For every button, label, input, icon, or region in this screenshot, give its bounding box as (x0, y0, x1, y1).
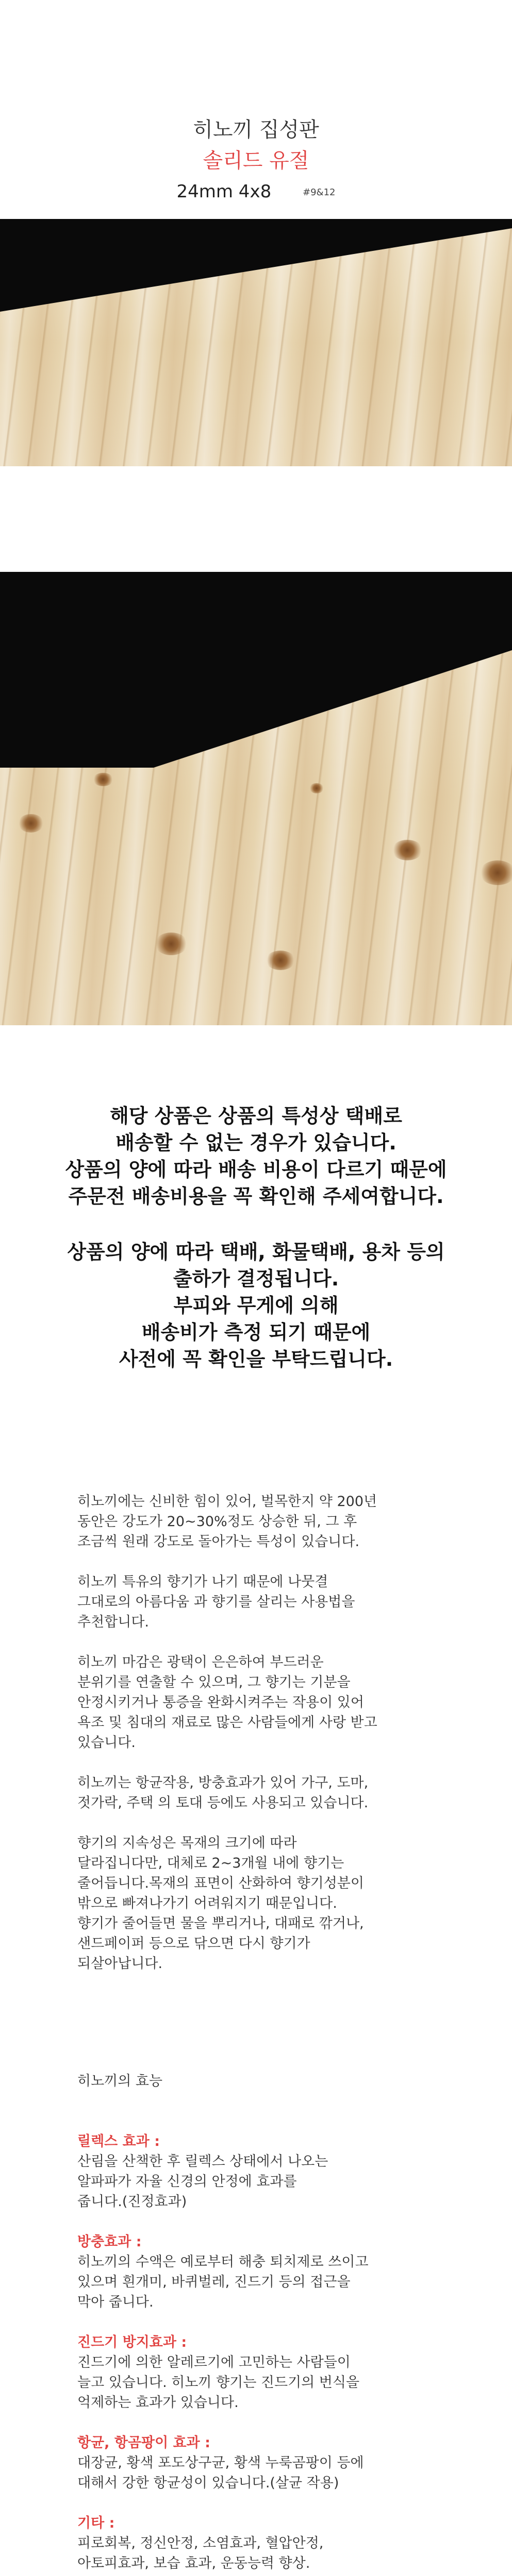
notice-line: 배송할 수 없는 경우가 있습니다. (115, 1131, 397, 1154)
product-subtitle: 솔리드 유절 (203, 149, 309, 173)
wood-panel-photo-1 (0, 219, 512, 466)
photo-background (0, 572, 512, 768)
effect-item (77, 2433, 459, 2493)
product-header (0, 114, 512, 207)
notice-line: 부피와 무게에 의해 (173, 1294, 339, 1317)
product-title: 히노끼 집성판 (193, 118, 319, 142)
effect-item (77, 2513, 459, 2573)
shipping-notice (0, 1103, 512, 1372)
effect-title: 기타 : (77, 2515, 115, 2531)
effect-title: 항균, 항곰팡이 효과 : (77, 2435, 210, 2451)
notice-line: 주문전 배송비용을 꼭 확인해 주세여합니다. (68, 1185, 444, 1208)
effect-item (77, 2131, 459, 2212)
effect-desc: 히노끼의 수액은 예로부터 해충 퇴치제로 쓰이고 있으며 흰개미, 바퀴벌레, 진드기 등의 접근을 막아 줍니다. (77, 2254, 369, 2310)
effect-desc: 산림을 산책한 후 릴렉스 상태에서 나오는 알파파가 자율 신경의 안정에 효과를 줍니다.(진정효과) (77, 2154, 328, 2210)
effect-title: 릴렉스 효과 : (77, 2133, 160, 2149)
wood-knot (155, 933, 188, 955)
notice-line: 상품의 양에 따라 배송 비용이 다르기 때문에 (65, 1158, 447, 1181)
effect-title: 방충효과 : (77, 2234, 142, 2250)
effect-desc: 대장균, 황색 포도상구균, 황색 누룩곰팡이 등에 대해서 강한 항균성이 있습니다.(살균 작용) (77, 2455, 364, 2491)
intro-paragraph: 히노끼 특유의 향기가 나기 때문에 나뭇결 그대로의 아름다움 과 향기를 살리는 사용법을 추천합니다. (77, 1574, 355, 1630)
product-size-note: #9&12 (303, 187, 336, 198)
wood-knot (18, 814, 44, 833)
wood-panel-photo-2 (0, 572, 512, 1025)
notice-line: 사전에 꼭 확인을 부탁드립니다. (119, 1348, 393, 1370)
effect-item (77, 2332, 459, 2413)
wood-knot (93, 773, 113, 786)
photo-background (0, 219, 512, 312)
effect-title: 진드기 방지효과 : (77, 2334, 187, 2350)
wood-knot (309, 783, 324, 793)
notice-line: 출하가 결정됩니다. (173, 1267, 339, 1290)
intro-paragraph: 히노끼는 항균작용, 방충효과가 있어 가구, 도마, 젓가락, 주택 의 토대 등에도 사용되고 있습니다. (77, 1775, 369, 1811)
hinoki-intro (77, 1492, 449, 1994)
notice-line: 배송비가 측정 되기 때문에 (141, 1321, 371, 1344)
wood-knot (266, 951, 295, 970)
notice-line: 상품의 양에 따라 택배, 화물택배, 용차 등의 (67, 1241, 445, 1263)
notice-line: 해당 상품은 상품의 특성상 택배로 (110, 1105, 402, 1127)
effect-desc: 진드기에 의한 알레르기에 고민하는 사람들이 늘고 있습니다. 히노끼 향기는 진드기의 번식을 억제하는 효과가 있습니다. (77, 2354, 360, 2411)
product-size-value: 24mm 4x8 (176, 181, 272, 202)
wood-knot (392, 840, 423, 860)
effect-item (77, 2232, 459, 2312)
wood-knot (480, 860, 512, 885)
intro-paragraph: 히노끼에는 신비한 힘이 있어, 벌목한지 약 200년 동안은 강도가 20~30%정도 상승한 뒤, 그 후 조금씩 원래 강도로 돌아가는 특성이 있습니다. (77, 1494, 377, 1550)
product-size (0, 177, 512, 207)
effects-heading: 히노끼의 효능 (77, 2073, 163, 2089)
intro-paragraph: 향기의 지속성은 목재의 크기에 따라 달라집니다만, 대체로 2~3개월 내에 향기는 줄어듭니다.목재의 표면이 산화하여 향기성분이 밖으로 빠져나가기 어려워지기 때문입니다. 향기가 줄어들면 물을 뿌리거나, 대패로 깎거나, 샌드페이퍼 등으로 닦으면 다시 향기가 되살아납니다. (77, 1835, 364, 1972)
effect-desc: 피로회복, 정신안정, 소염효과, 혈압안정, 아토피효과, 보습 효과, 운동능력 향상. (77, 2535, 324, 2571)
intro-paragraph: 히노끼 마감은 광택이 은은하여 부드러운 분위기를 연출할 수 있으며, 그 향기는 기분을 안정시키거나 통증을 완화시켜주는 작용이 있어 욕조 및 침대의 재료로 많은 사람들에게 사랑 받고 있습니다. (77, 1654, 377, 1751)
hinoki-effects (77, 2071, 459, 2576)
